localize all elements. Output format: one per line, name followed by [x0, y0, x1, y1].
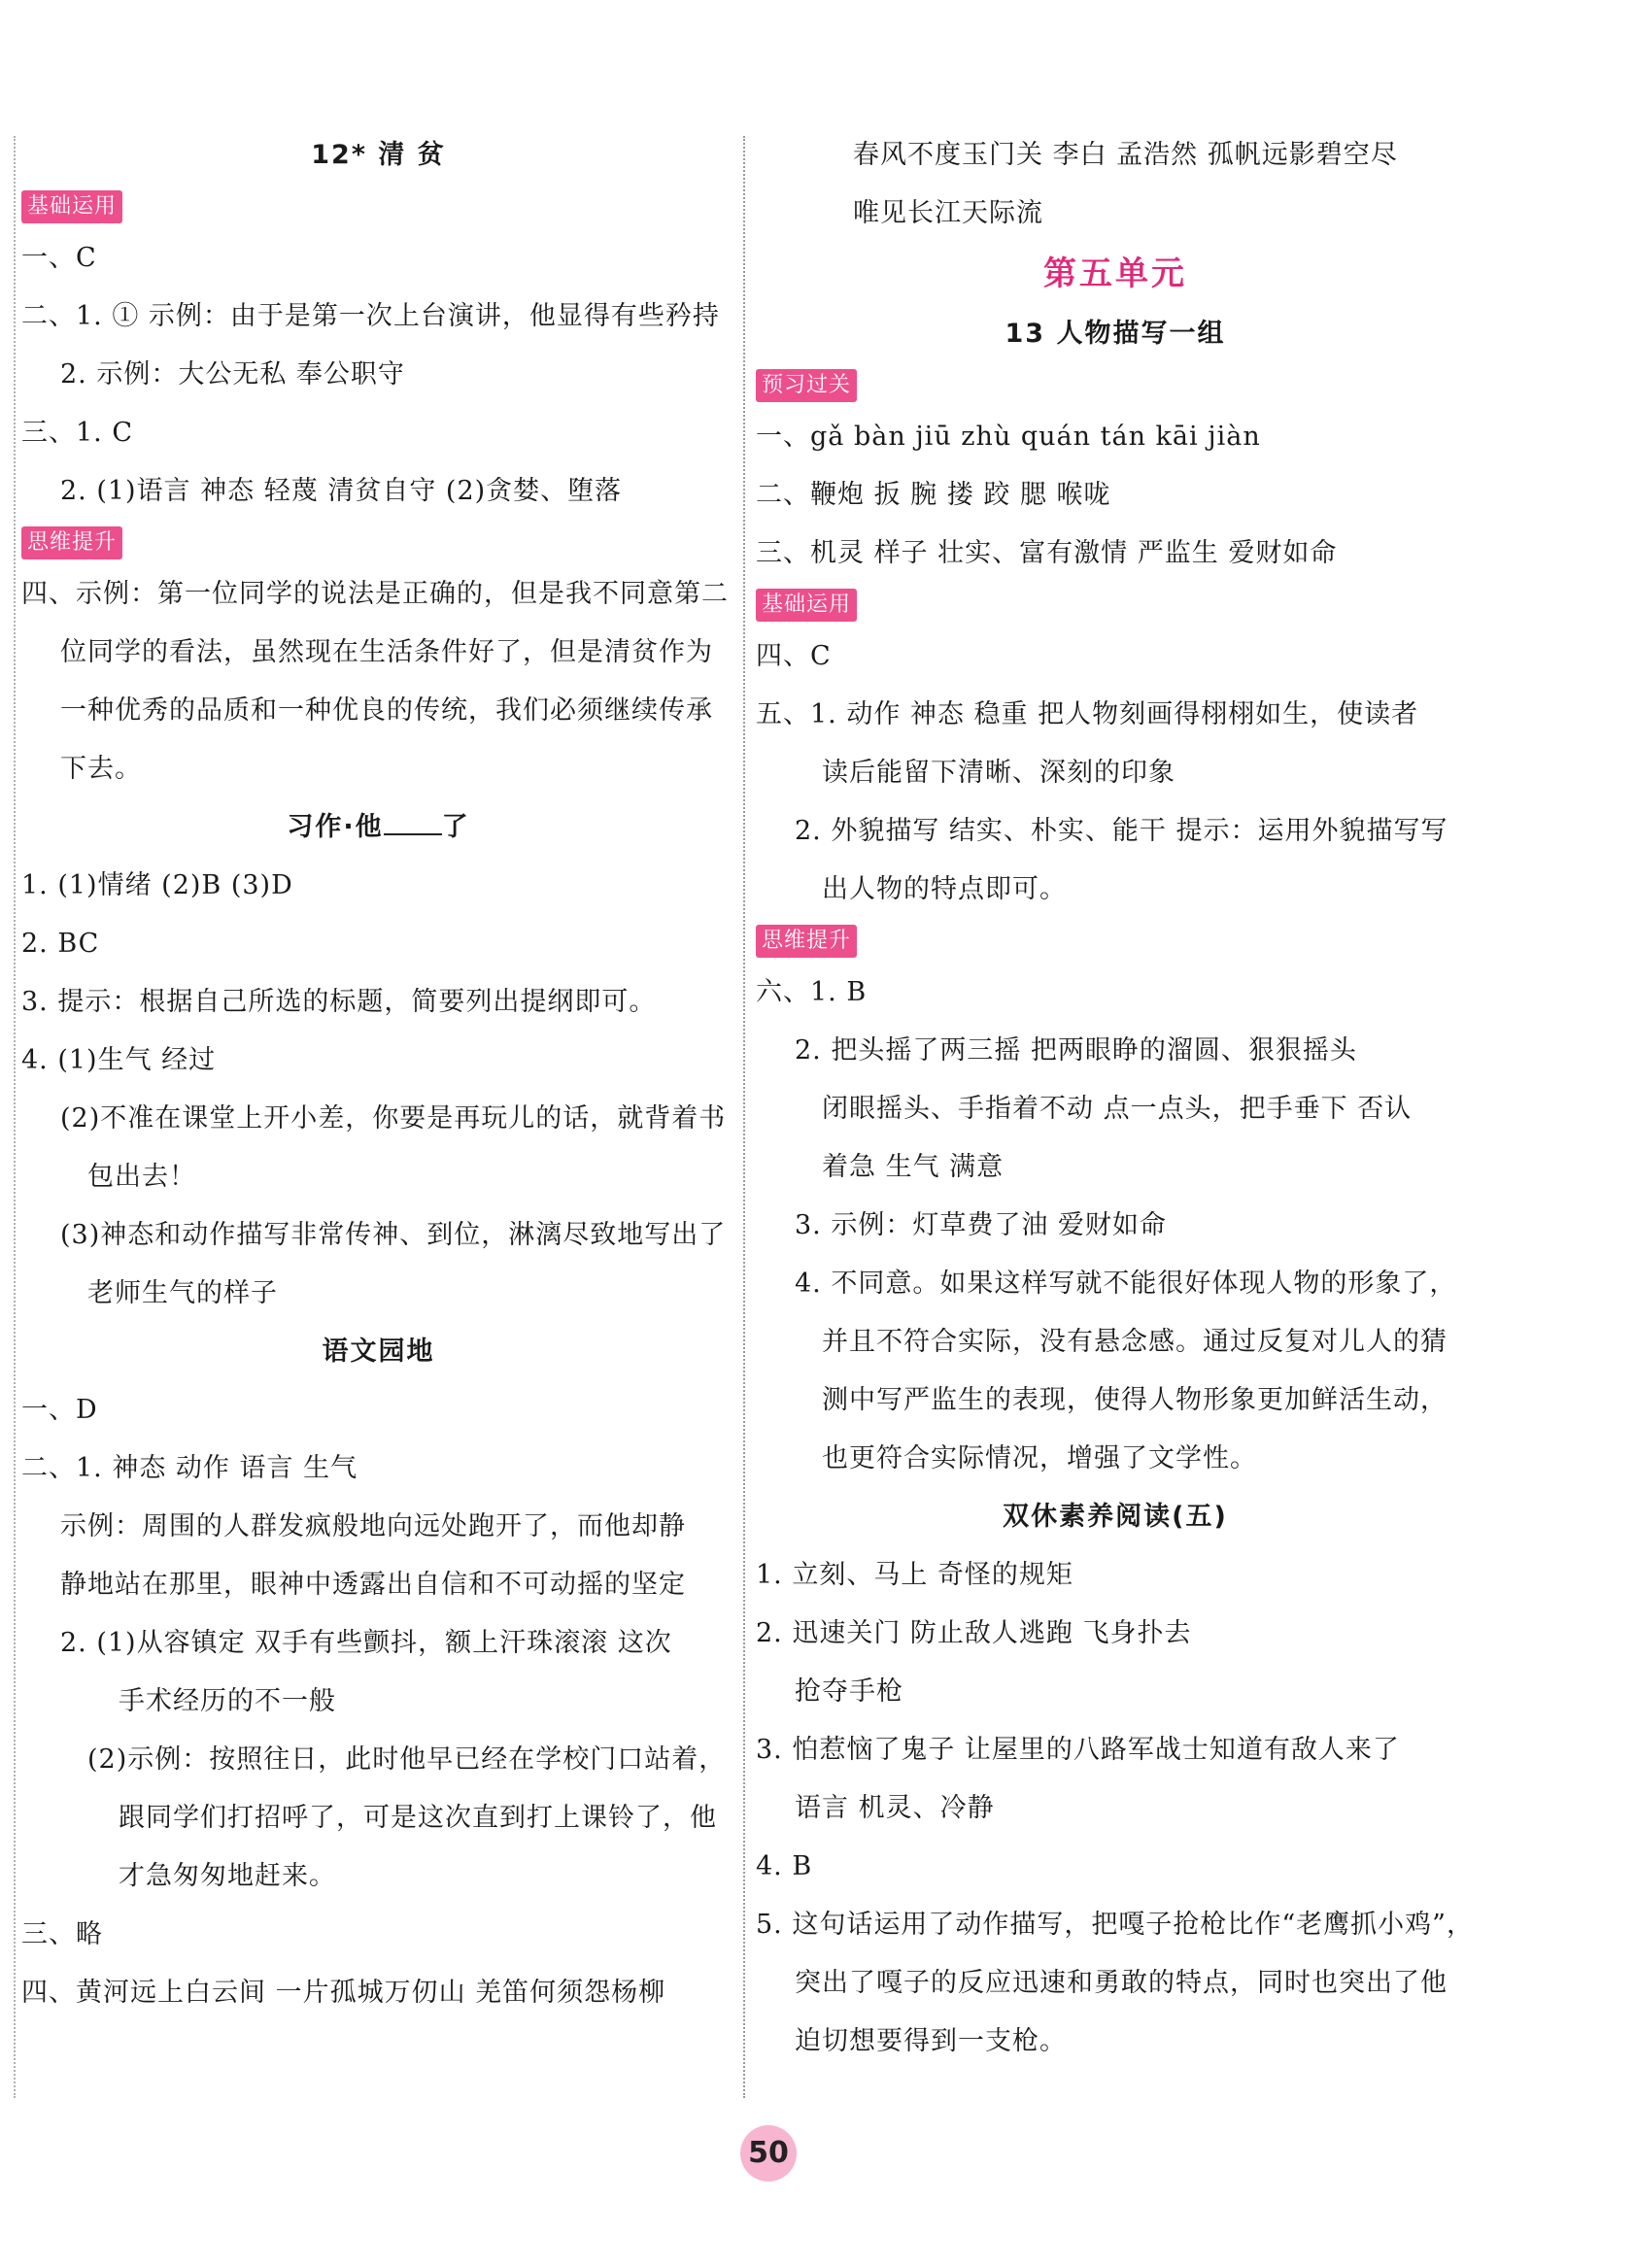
answer-line: 四、C [756, 641, 832, 671]
answer-line: 才急匆匆地赶来。 [119, 1861, 336, 1891]
answer-line: 2. 把头摇了两三摇 把两眼睁的溜圆、狠狠摇头 [795, 1035, 1357, 1066]
answer-line: 一、D [21, 1395, 98, 1425]
answer-line: 一、C [21, 243, 97, 273]
answer-line: 四、示例：第一位同学的说法是正确的，但是我不同意第二 [21, 579, 729, 609]
section-tag-think: 思维提升 [756, 925, 857, 958]
answer-line: 二、鞭炮 扳 腕 搂 跤 腮 喉咙 [756, 480, 1111, 510]
right-column [756, 126, 1475, 2071]
writing-title-part-a: 习作·他 [287, 812, 384, 842]
answer-line: 2. 迅速关门 防止敌人逃跑 飞身扑去 [756, 1618, 1192, 1648]
answer-line: 1. 立刻、马上 奇怪的规矩 [756, 1560, 1073, 1590]
answer-line: 4. (1)生气 经过 [21, 1045, 217, 1075]
answer-line: 读后能留下清晰、深刻的印象 [822, 758, 1175, 788]
answer-line: (3)神态和动作描写非常传神、到位，淋漓尽致地写出了 [60, 1220, 727, 1250]
section-tag-basic: 基础运用 [21, 190, 122, 223]
writing-title-blank [384, 810, 442, 835]
section-tag-preview: 预习过关 [756, 369, 857, 402]
answer-line: 跟同学们打招呼了，可是这次直到打上课铃了，他 [119, 1803, 717, 1833]
answer-line: 一、gǎ bàn jiū zhù quán tán kāi jiàn [756, 422, 1261, 452]
section-tag-think: 思维提升 [21, 526, 122, 559]
left-margin-rule [14, 136, 16, 2098]
chinese-garden-title: 语文园地 [322, 1337, 435, 1367]
answer-line: 5. 这句话运用了动作描写，把嘎子抢枪比作“老鹰抓小鸡”， [756, 1910, 1474, 1940]
answer-line: 一种优秀的品质和一种优良的传统，我们必须继续传承 [60, 695, 713, 726]
answer-line: 抢夺手枪 [795, 1676, 903, 1707]
left-column [21, 126, 735, 2022]
answer-line: 出人物的特点即可。 [822, 874, 1067, 904]
writing-title [21, 798, 735, 857]
page-number: 50 [740, 2125, 797, 2182]
answer-line: 闭眼摇头、手指着不动 点一点头，把手垂下 否认 [822, 1094, 1413, 1124]
answer-line: 六、1. B [756, 977, 868, 1007]
answer-line: 着急 生气 满意 [822, 1152, 1005, 1182]
answer-line: 春风不度玉门关 李白 孟浩然 孤帆远影碧空尽 [853, 140, 1398, 170]
lesson-12-title: 12* 清 贫 [311, 140, 446, 170]
answer-line: (2)不准在课堂上开小差，你要是再玩儿的话，就背着书 [60, 1103, 727, 1134]
answer-line: 4. 不同意。如果这样写就不能很好体现人物的形象了， [795, 1269, 1457, 1299]
answer-line: 老师生气的样子 [87, 1278, 278, 1308]
answer-line: 手术经历的不一般 [119, 1686, 336, 1716]
weekend-reading-title: 双休素养阅读(五) [1003, 1502, 1228, 1532]
answer-line: 静地站在那里，眼神中透露出自信和不可动摇的坚定 [60, 1570, 686, 1600]
answer-line: 位同学的看法，虽然现在生活条件好了，但是清贫作为 [60, 637, 713, 667]
answer-line: 3. 示例：灯草费了油 爱财如命 [795, 1210, 1167, 1240]
answer-line: 语言 机灵、冷静 [795, 1793, 995, 1823]
answer-line: 四、黄河远上白云间 一片孤城万仞山 羌笛何须怨杨柳 [21, 1978, 666, 2008]
answer-line: 2. 外貌描写 结实、朴实、能干 提示：运用外貌描写写 [795, 816, 1448, 846]
answer-line: 下去。 [60, 754, 142, 784]
answer-line: 二、1. ① 示例：由于是第一次上台演讲，他显得有些矜持 [21, 301, 720, 331]
lesson-13-title: 13 人物描写一组 [1005, 319, 1226, 349]
section-tag-basic: 基础运用 [756, 589, 857, 622]
answer-line: 2. BC [21, 929, 100, 959]
answer-line: 1. (1)情绪 (2)B (3)D [21, 870, 293, 900]
answer-line: 三、机灵 样子 壮实、富有激情 严监生 爱财如命 [756, 538, 1338, 568]
writing-title-part-b: 了 [441, 812, 470, 842]
answer-line: 并且不符合实际，没有悬念感。通过反复对儿人的猜 [822, 1327, 1448, 1357]
answer-line: (2)示例：按照往日，此时他早已经在学校门口站着， [87, 1744, 727, 1775]
answer-line: 突出了嘎子的反应迅速和勇敢的特点，同时也突出了他 [795, 1968, 1448, 1998]
answer-line: 3. 怕惹恼了鬼子 让屋里的八路军战士知道有敌人来了 [756, 1735, 1400, 1765]
unit-title: 第五单元 [1043, 254, 1187, 293]
answer-line: 2. (1)从容镇定 双手有些颤抖，额上汗珠滚滚 这次 [60, 1628, 672, 1658]
answer-line: 三、略 [21, 1919, 103, 1949]
answer-line: 测中写严监生的表现，使得人物形象更加鲜活生动， [822, 1385, 1448, 1415]
answer-line: 唯见长江天际流 [853, 198, 1043, 228]
answer-line: 2. 示例：大公无私 奉公职守 [60, 359, 405, 389]
answer-line: 示例：周围的人群发疯般地向远处跑开了，而他却静 [60, 1511, 686, 1541]
answer-line: 包出去！ [87, 1162, 196, 1192]
answer-line: 3. 提示：根据自己所选的标题，简要列出提纲即可。 [21, 987, 657, 1017]
answer-line: 迫切想要得到一支枪。 [795, 2026, 1067, 2056]
answer-line: 五、1. 动作 神态 稳重 把人物刻画得栩栩如生，使读者 [756, 699, 1419, 729]
answer-line: 三、1. C [21, 418, 134, 448]
column-divider [743, 136, 745, 2098]
answer-line: 2. (1)语言 神态 轻蔑 清贫自守 (2)贪婪、堕落 [60, 476, 623, 506]
answer-line: 4. B [756, 1851, 813, 1881]
answer-line: 也更符合实际情况，增强了文学性。 [822, 1443, 1257, 1473]
answer-line: 二、1. 神态 动作 语言 生气 [21, 1453, 358, 1483]
